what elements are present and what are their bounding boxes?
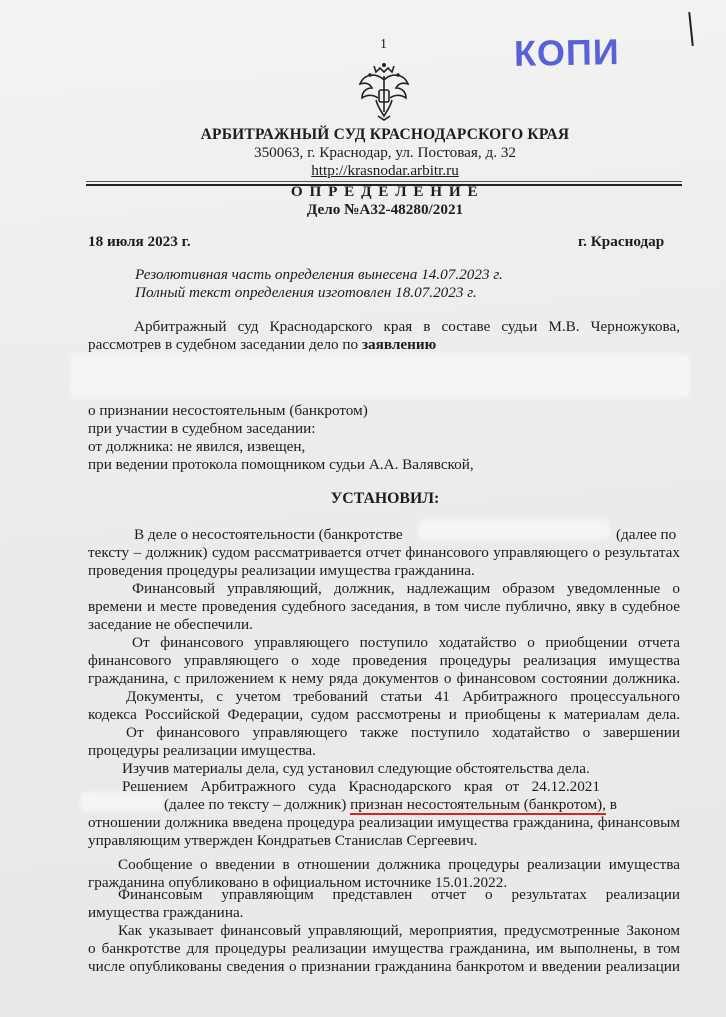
para-10-c: числе опубликованы сведения о признании гражданина банкротом и введении реализации [88, 958, 680, 975]
para-7-d: управляющим утвержден Кондратьев Станислав Сергеевич. [88, 832, 478, 849]
intro-line-1: Арбитражный суд Краснодарского края в составе судьи М.В. Черножукова, [134, 318, 680, 335]
header-rule-thin [86, 181, 682, 182]
para-2-a: Финансовый управляющий, должник, надлежащим образом уведомленные о [132, 580, 680, 597]
intro-line-3: о признании несостоятельным (банкротом) [88, 402, 368, 419]
case-number: Дело №А32-48280/2021 [306, 201, 464, 218]
para-5-b: процедуры реализации имущества. [88, 742, 316, 759]
para-10-a: Как указывает финансовый управляющий, мероприятия, предусмотренные Законом [118, 922, 680, 939]
para-1-d: проведения процедуры реализации имущества гражданина. [88, 562, 475, 579]
court-website-link[interactable]: http://krasnodar.arbitr.ru [311, 162, 459, 179]
para-1-c: тексту – должник) судом рассматривается отчет финансового управляющего о результатах [88, 544, 680, 561]
para-7-b-text: (далее по тексту – должник) [164, 796, 347, 813]
page-number: 1 [380, 37, 387, 52]
established-heading: УСТАНОВИЛ: [330, 490, 440, 507]
intro-line-2-bold: заявлению [361, 336, 437, 353]
para-4-a: Документы, с учетом требований статьи 41 Арбитражного процессуального [126, 688, 680, 705]
document-city: г. Краснодар [578, 233, 665, 250]
para-2-c: заседание не обеспечили. [88, 616, 253, 633]
para-4-b: кодекса Российской Федерации, судом рассмотрены и приобщены к материалам дела. [88, 706, 680, 723]
para-10-b: о банкротстве для процедуры реализации имущества гражданина, им выполнены, в том [88, 940, 680, 957]
redacted-name-1 [418, 520, 610, 540]
intro-line-4: при участии в судебном заседании: [88, 420, 316, 437]
document-date: 18 июля 2023 г. [88, 233, 191, 250]
para-3-c: гражданина, с приложением к нему ряда документов о финансовом состоянии должника. [88, 670, 680, 687]
para-1-b: (далее по [616, 526, 677, 543]
intro-line-6: при ведении протокола помощником судьи А.А. Валявской, [88, 456, 474, 473]
para-9-b: имущества гражданина. [88, 904, 244, 921]
court-address: 350063, г. Краснодар, ул. Постовая, д. 32 [253, 144, 517, 161]
para-3-a: От финансового управляющего поступило ходатайство о приобщении отчета [132, 634, 680, 651]
intro-line-5: от должника: не явился, извещен, [88, 438, 306, 455]
para-7-a: Решением Арбитражного суда Краснодарского края от 24.12.2021 [122, 778, 600, 795]
coat-of-arms-icon [356, 62, 412, 122]
para-8-a: Сообщение о введении в отношении должника процедуры реализации имущества [118, 856, 680, 873]
para-9-a: Финансовым управляющим представлен отчет о результатах реализации [118, 886, 680, 903]
redacted-applicant-area [70, 354, 690, 398]
intro-line-2-text: рассмотрев в судебном заседании дело по [88, 336, 362, 353]
document-type: О П Р Е Д Е Л Е Н И Е [290, 183, 480, 200]
pen-mark [688, 12, 694, 46]
para-1-a: В деле о несостоятельности (банкротстве [134, 526, 403, 543]
para-7-b [164, 796, 617, 814]
court-name: АРБИТРАЖНЫЙ СУД КРАСНОДАРСКОГО КРАЯ [200, 126, 570, 143]
bankruptcy-underlined-phrase: признан несостоятельным (банкротом), [350, 796, 606, 813]
para-7-c: отношении должника введена процедура реализации имущества гражданина, финансовым [88, 814, 680, 831]
para-6: Изучив материалы дела, суд установил следующие обстоятельства дела. [122, 760, 590, 777]
copy-stamp: КОПИ [513, 31, 621, 74]
note-resolutive: Резолютивная часть определения вынесена 14.07.2023 г. [135, 266, 503, 283]
note-full-text: Полный текст определения изготовлен 18.07.2023 г. [135, 284, 477, 301]
para-7-b-tail: в [609, 796, 617, 813]
para-5-a: От финансового управляющего также поступило ходатайство о завершении [126, 724, 680, 741]
para-3-b: финансового управляющего о ходе проведения процедуры реализация имущества [88, 652, 680, 669]
para-2-b: времени и месте проведения судебного заседания, в том числе публично, явку в судебное [88, 598, 680, 615]
intro-line-2 [88, 336, 436, 354]
para-8-b: гражданина опубликовано в официальном источнике 15.01.2022. [88, 874, 508, 891]
